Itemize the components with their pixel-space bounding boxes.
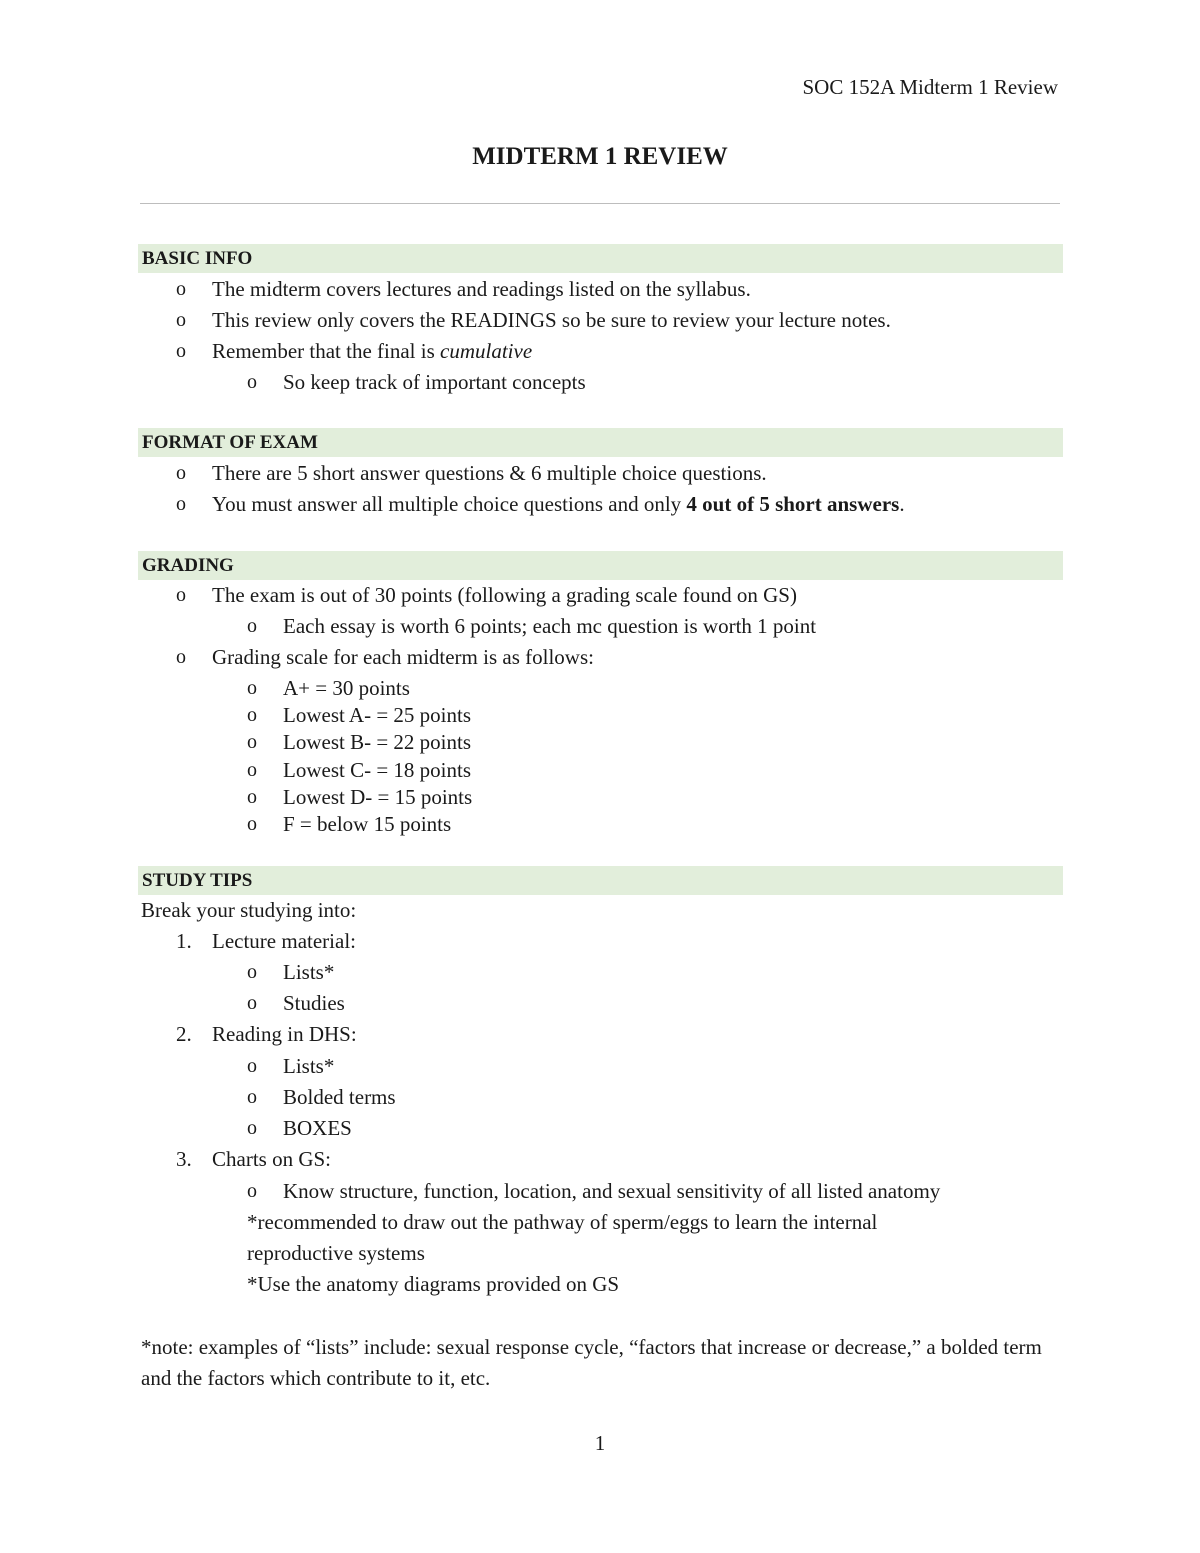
sub-list-item: BOXES	[283, 1116, 352, 1140]
section-heading: GRADING	[142, 555, 234, 576]
bullet-glyph: o	[247, 1180, 257, 1202]
list-number: 3.	[176, 1147, 192, 1171]
bullet-glyph: o	[247, 615, 257, 637]
grade-scale-item: Lowest D- = 15 points	[283, 785, 473, 809]
study-note: *Use the anatomy diagrams provided on GS	[247, 1272, 620, 1296]
grade-scale-item: F = below 15 points	[283, 812, 452, 836]
sub-list-item: Bolded terms	[283, 1085, 396, 1109]
list-item: The midterm covers lectures and readings listed on the syllabus.	[212, 277, 751, 301]
bullet-glyph: o	[247, 677, 257, 699]
list-item-text: Remember that the final is	[212, 339, 441, 363]
page-number: 1	[594, 1431, 606, 1455]
bullet-glyph: o	[176, 309, 186, 331]
list-item: There are 5 short answer questions & 6 multiple choice questions.	[212, 461, 767, 485]
bullet-glyph: o	[176, 493, 186, 515]
grade-scale-item: Lowest A- = 25 points	[283, 703, 472, 727]
section-heading: BASIC INFO	[142, 248, 253, 269]
bullet-glyph: o	[247, 371, 257, 393]
section-header-format	[138, 428, 1063, 457]
bullet-glyph: o	[247, 992, 257, 1014]
bullet-glyph: o	[247, 704, 257, 726]
bullet-glyph: o	[176, 646, 186, 668]
section-heading: FORMAT OF EXAM	[142, 432, 318, 453]
section-heading: STUDY TIPS	[142, 870, 253, 891]
bullet-glyph: o	[176, 462, 186, 484]
bullet-glyph: o	[176, 584, 186, 606]
running-header: SOC 152A Midterm 1 Review	[802, 75, 1058, 99]
list-number: 1.	[176, 929, 192, 953]
bullet-glyph: o	[247, 759, 257, 781]
sub-list-item: Lists*	[283, 960, 335, 984]
list-item: This review only covers the READINGS so be sure to review your lecture notes.	[212, 308, 891, 332]
page-title: MIDTERM 1 REVIEW	[472, 143, 728, 170]
numbered-item: Reading in DHS:	[212, 1022, 357, 1046]
sub-list-item: Lists*	[283, 1054, 335, 1078]
bullet-glyph: o	[247, 1055, 257, 1077]
study-intro: Break your studying into:	[141, 898, 357, 922]
list-item-text: .	[899, 492, 905, 516]
sub-list-item: So keep track of important concepts	[283, 370, 586, 394]
grade-scale-item: Lowest B- = 22 points	[283, 730, 472, 754]
sub-list-item: Know structure, function, location, and sexual sensitivity of all listed anatomy	[283, 1179, 941, 1203]
sub-list-item: Each essay is worth 6 points; each mc question is worth 1 point	[283, 614, 817, 638]
study-note: *recommended to draw out the pathway of sperm/eggs to learn the internal	[247, 1210, 878, 1234]
bullet-glyph: o	[247, 1117, 257, 1139]
sub-list-item: Studies	[283, 991, 345, 1015]
grade-scale-item: A+ = 30 points	[283, 676, 410, 700]
list-item: The exam is out of 30 points (following a grading scale found on GS)	[212, 583, 797, 607]
list-item	[212, 338, 532, 364]
numbered-item: Lecture material:	[212, 929, 356, 953]
bullet-glyph: o	[247, 961, 257, 983]
grade-scale-item: Lowest C- = 18 points	[283, 758, 472, 782]
numbered-item: Charts on GS:	[212, 1147, 332, 1171]
bullet-glyph: o	[176, 340, 186, 362]
bullet-glyph: o	[176, 278, 186, 300]
bullet-glyph: o	[247, 786, 257, 808]
study-note: reproductive systems	[247, 1241, 425, 1265]
bold-text: 4 out of 5 short answers	[686, 492, 900, 516]
list-item: Grading scale for each midterm is as follows:	[212, 645, 594, 669]
bullet-glyph: o	[247, 813, 257, 835]
section-header-study-tips	[138, 866, 1063, 895]
title-divider	[140, 203, 1060, 204]
emphasis-text: cumulative	[440, 339, 533, 363]
bullet-glyph: o	[247, 1086, 257, 1108]
bullet-glyph: o	[247, 731, 257, 753]
section-header-grading	[138, 551, 1063, 580]
section-header-basic-info	[138, 244, 1063, 273]
list-item-text: You must answer all multiple choice questions and only	[212, 492, 687, 516]
list-item	[212, 491, 905, 517]
list-number: 2.	[176, 1022, 192, 1046]
footnote: *note: examples of “lists” include: sexual response cycle, “factors that increase or decrease,” a bolded term and the factors which contribute to it, etc.	[141, 1335, 1042, 1390]
